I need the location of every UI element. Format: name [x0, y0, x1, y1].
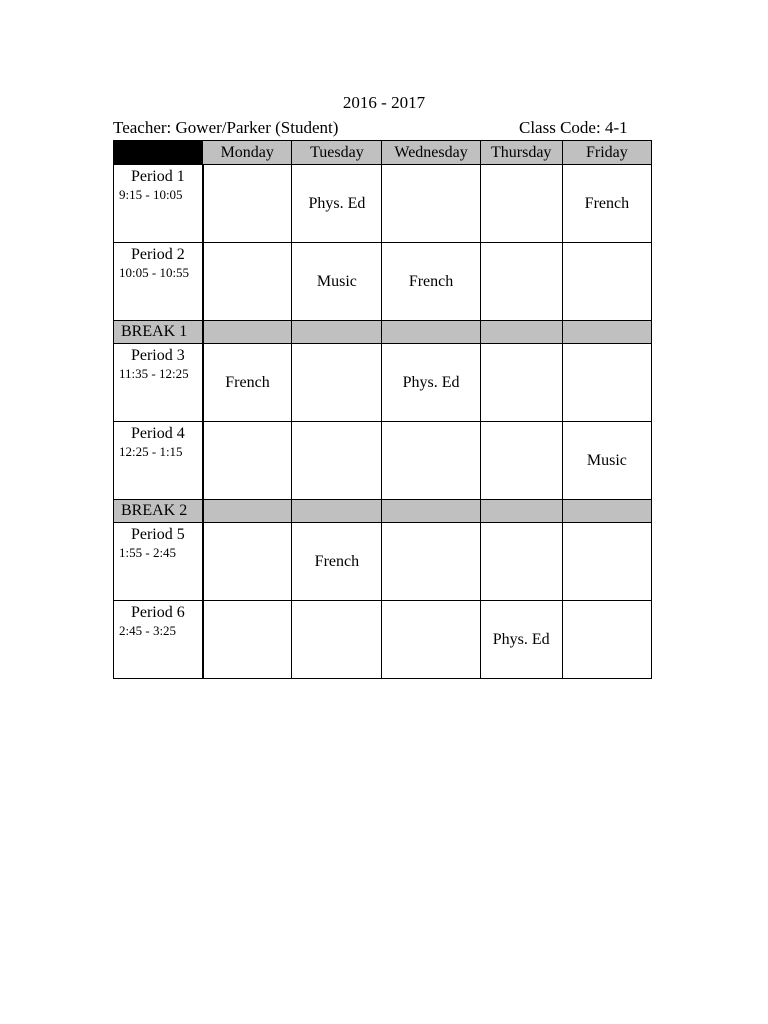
course-cell [480, 165, 562, 243]
break-cell [292, 321, 382, 344]
break-cell [480, 321, 562, 344]
teacher-label: Teacher: Gower/Parker (Student) [113, 118, 339, 137]
period-name: Period 3 [130, 347, 185, 364]
period-row [114, 165, 652, 243]
period-name: Period 4 [130, 425, 185, 442]
period-row [114, 344, 652, 422]
course-cell [203, 165, 292, 243]
period-row [114, 523, 652, 601]
course-cell [382, 344, 480, 422]
period-time: 10:05 - 10:55 [119, 265, 190, 280]
period-cell [114, 165, 203, 243]
period-cell [114, 243, 203, 321]
course-name: French [408, 272, 454, 290]
break-cell [292, 500, 382, 523]
course-cell [203, 243, 292, 321]
period-row [114, 243, 652, 321]
break-row [114, 321, 652, 344]
course-cell [292, 165, 382, 243]
day-header-row [114, 141, 652, 165]
course-name: Music [586, 451, 627, 469]
course-cell [480, 344, 562, 422]
period-cell [114, 601, 203, 679]
course-cell [562, 422, 651, 500]
course-cell [562, 243, 651, 321]
day-header-tuesday: Tuesday [292, 141, 382, 165]
period-time: 9:15 - 10:05 [119, 187, 183, 202]
course-cell [292, 422, 382, 500]
break-label: BREAK 2 [114, 500, 203, 523]
period-name: Period 2 [130, 246, 185, 263]
course-cell [562, 165, 651, 243]
break-cell [562, 321, 651, 344]
course-cell [480, 243, 562, 321]
course-name: French [584, 194, 630, 212]
period-cell [114, 422, 203, 500]
course-cell [292, 243, 382, 321]
period-time: 2:45 - 3:25 [119, 623, 177, 638]
break-row [114, 500, 652, 523]
school-year: 2016 - 2017 [342, 93, 426, 112]
break-label: BREAK 1 [114, 321, 203, 344]
period-cell [114, 523, 203, 601]
break-cell [382, 321, 480, 344]
course-cell [203, 422, 292, 500]
class-code-label: Class Code: 4-1 [519, 118, 628, 137]
course-cell [382, 165, 480, 243]
course-cell [382, 422, 480, 500]
day-header-monday: Monday [203, 141, 292, 165]
period-cell [114, 344, 203, 422]
period-row [114, 422, 652, 500]
course-cell [562, 344, 651, 422]
timetable [113, 140, 652, 679]
period-time: 11:35 - 12:25 [119, 366, 189, 381]
period-row [114, 601, 652, 679]
break-cell [382, 500, 480, 523]
period-name: Period 5 [130, 526, 185, 543]
course-cell [292, 601, 382, 679]
course-cell [203, 523, 292, 601]
course-cell [480, 601, 562, 679]
period-time: 1:55 - 2:45 [119, 545, 177, 560]
corner-cell [114, 141, 203, 165]
course-name: French [225, 373, 270, 391]
course-cell [382, 243, 480, 321]
break-cell [203, 321, 292, 344]
period-time: 12:25 - 1:15 [119, 444, 183, 459]
course-name: Phys. Ed [308, 194, 366, 212]
day-header-wednesday: Wednesday [382, 141, 480, 165]
course-name: French [314, 552, 360, 570]
break-cell [480, 500, 562, 523]
break-cell [562, 500, 651, 523]
break-cell [203, 500, 292, 523]
period-name: Period 6 [130, 604, 185, 621]
course-cell [203, 344, 292, 422]
course-cell [203, 601, 292, 679]
course-cell [480, 523, 562, 601]
course-cell [562, 523, 651, 601]
day-header-friday: Friday [562, 141, 651, 165]
course-cell [562, 601, 651, 679]
course-name: Music [316, 272, 357, 290]
course-cell [382, 523, 480, 601]
course-name: Phys. Ed [492, 630, 550, 648]
period-name: Period 1 [130, 168, 185, 185]
course-cell [292, 523, 382, 601]
course-cell [382, 601, 480, 679]
day-header-thursday: Thursday [480, 141, 562, 165]
course-cell [480, 422, 562, 500]
course-name: Phys. Ed [402, 373, 460, 391]
course-cell [292, 344, 382, 422]
